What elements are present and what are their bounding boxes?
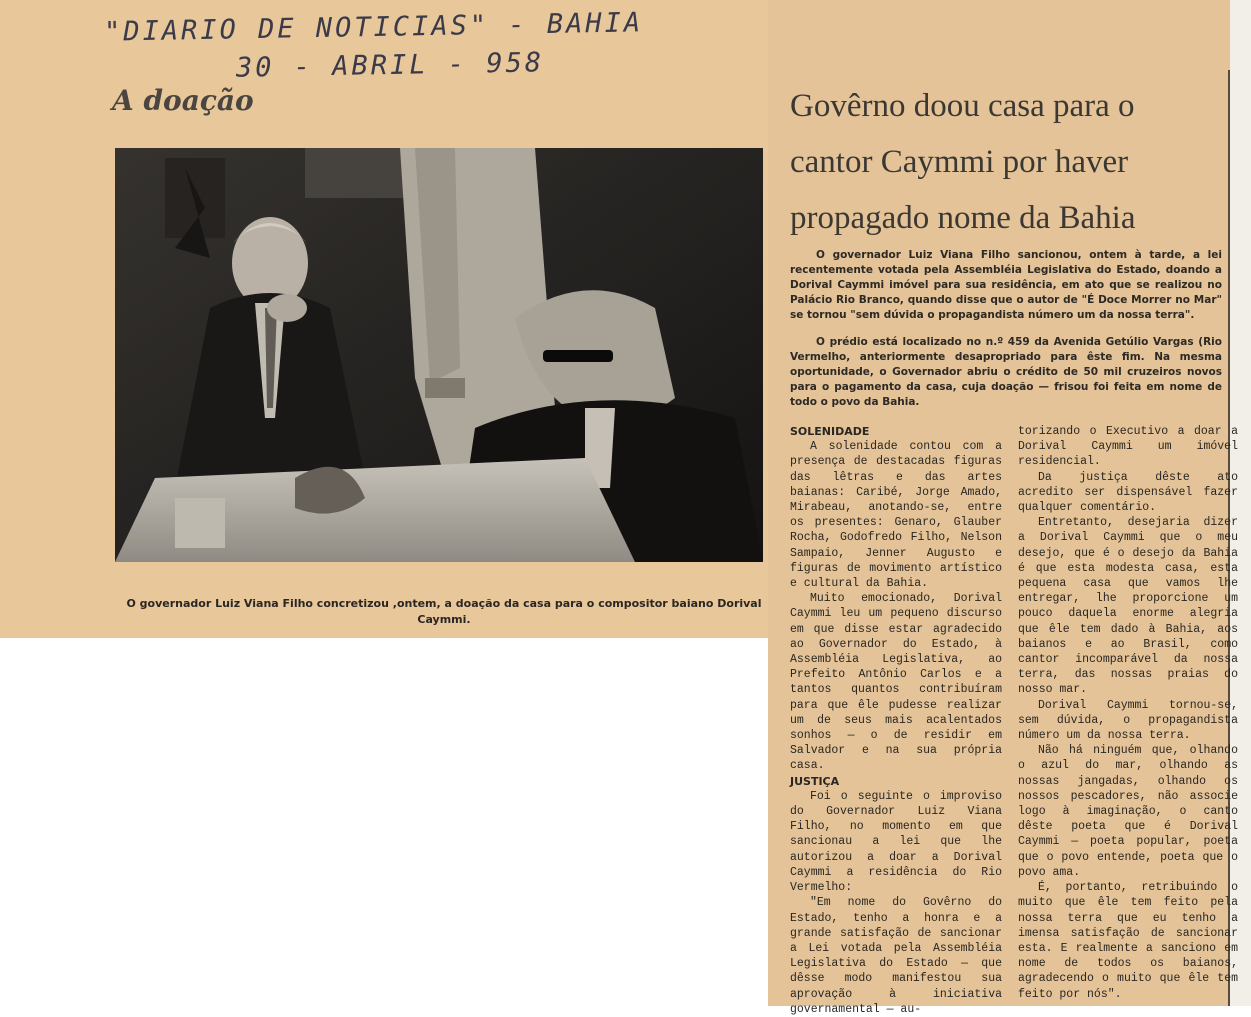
handwritten-date: 30 - ABRIL - 958 (235, 47, 545, 84)
headline-line: Govêrno doou casa para o (790, 88, 1135, 124)
body-paragraph: Muito emocionado, Dorival Caymmi leu um pequeno discurso em que disse estar agradecido ao Governador do Estado, à Assembléia Legislativa, ao Prefeito Antônio Carlos e a tantos quantos contribuíram para que êle pudesse realizar um de seus mais acalentados sonhos — o de residir em Salvador e na sua própria casa. (790, 592, 1002, 773)
body-paragraph: A solenidade contou com a presença de destacadas figuras das lêtras e das artes baianas: Caribé, Jorge Amado, Mirabeau, anotando-se, entre os presentes: Genaro, Glauber Rocha, Godofredo Filho, Nelson Sampaio, Jenner Augusto e figuras de movimento artístico e cultural da Bahia. (790, 440, 1002, 591)
headline-line: propagado nome da Bahia (790, 200, 1136, 236)
body-paragraph: torizando o Executivo a doar a Dorival Caymmi um imóvel residencial. (1018, 425, 1238, 469)
section-title: A doação (112, 84, 254, 117)
article-column-right (1018, 424, 1238, 1002)
lead-paragraph: O prédio está localizado no n.º 459 da Avenida Getúlio Vargas (Rio Vermelho, anteriormente desapropriado para êste fim. Na mesma oportunidade, o Governador abriu o crédito de 50 mil cruzeiros novos para o pagamento da casa, cuja doação — frisou foi feita em nome de todo o povo da Bahia. (790, 336, 1222, 408)
body-paragraph: Não há ninguém que, olhando o azul do mar, olhando as nossas jangadas, olhando os nossos pescadores, não associe logo à imaginação, o canto dêste poeta que é Dorival Caymmi — poeta popular, poeta que o povo entende, poeta que o povo ama. (1018, 744, 1238, 879)
handwritten-source: "DIARIO DE NOTICIAS" - BAHIA (103, 7, 644, 48)
subheading: SOLENIDADE (790, 425, 870, 438)
body-paragraph: Da justiça dêste ato acredito ser dispensável fazer qualquer comentário. (1018, 470, 1238, 515)
article-column-left (790, 424, 1002, 1017)
body-paragraph: É, portanto, retribuindo o muito que êle tem feito pela nossa terra que eu tenho a imensa satisfação de sancionar esta. E realmente a sanciono em nome de todos os baianos, agradecendo o muito que êle tem feito por nós". (1018, 881, 1238, 1001)
article-headline (790, 78, 1210, 246)
headline-line: cantor Caymmi por haver (790, 144, 1129, 180)
body-paragraph: Dorival Caymmi tornou-se, sem dúvida, o propagandista número um da nossa terra. (1018, 698, 1238, 743)
subheading: JUSTIÇA (790, 774, 840, 788)
news-photo (115, 148, 763, 562)
lead-paragraph: O governador Luiz Viana Filho sancionou, ontem à tarde, a lei recentemente votada pela Assembléia Legislativa do Estado, doando a Dorival Caymmi imóvel para sua residência, em ato que se realizou no Palácio Rio Branco, quando disse que o autor de "É Doce Morrer no Mar" se tornou "sem dúvida o propagandista número um da nossa terra". (790, 249, 1222, 321)
article-lead (790, 248, 1222, 422)
photo-illustration (115, 148, 763, 562)
body-paragraph: Entretanto, desejaria dizer a Dorival Caymmi que o meu desejo, que é o desejo da Bahia é que esta modesta casa, esta pequena casa que vamos lhe entregar, lhe proporcione um pouco daquela enorme alegria que êle tem dado à Bahia, aos baianos e ao Brasil, como cantor incomparável da nossa terra, das nossas praias do nosso mar. (1018, 516, 1238, 697)
photo-caption: O governador Luiz Viana Filho concretizou ,ontem, a doação da casa para o compositor baiano Dorival Caymmi. (126, 597, 762, 626)
body-paragraph: "Em nome do Govêrno do Estado, tenho a honra e a grande satisfação de sancionar a Lei votada pela Assembléia Legislativa do Estado — que dêsse modo manifestou sua aprovação à iniciativa governamental — au- (790, 896, 1002, 1016)
body-paragraph: Foi o seguinte o improviso do Governador Luiz Viana Filho, no momento em que sancionau a lei que lhe autorizou a doar a Dorival Caymmi a residência do Rio Vermelho: (790, 789, 1002, 895)
